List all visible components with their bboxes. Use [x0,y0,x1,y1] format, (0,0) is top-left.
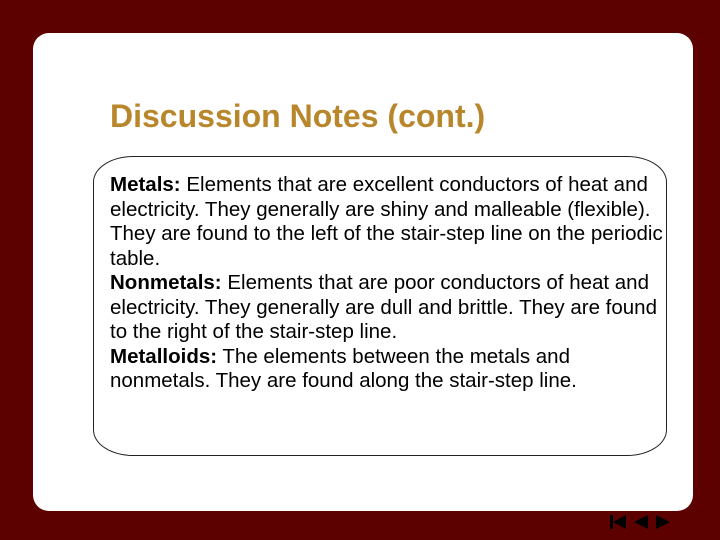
note-metals [110,173,672,271]
first-slide-button[interactable] [610,515,627,529]
note-nonmetals [110,271,672,345]
next-slide-icon [656,515,670,529]
page-title: Discussion Notes (cont.) [110,98,486,134]
note-metalloids [110,345,672,394]
note-definition: Elements that are excellent conductors of heat and electricity. They generally are shiny and malleable (flexible). They are found to the left of the stair-step line on the periodic table. [110,173,663,270]
note-definition: Elements that are poor conductors of heat and electricity. They generally are dull and brittle. They are found to the right of the stair-step line. [110,271,657,343]
previous-slide-icon [634,515,648,529]
note-term: Nonmetals: [110,271,222,294]
first-slide-icon [610,515,627,529]
note-definition: The elements between the metals and nonmetals. They are found along the stair-step line. [110,344,577,392]
next-slide-button[interactable] [656,515,670,529]
previous-slide-button[interactable] [634,515,648,529]
note-term: Metalloids: [110,344,218,368]
note-term: Metals: [110,173,181,196]
notes-text [110,173,672,394]
